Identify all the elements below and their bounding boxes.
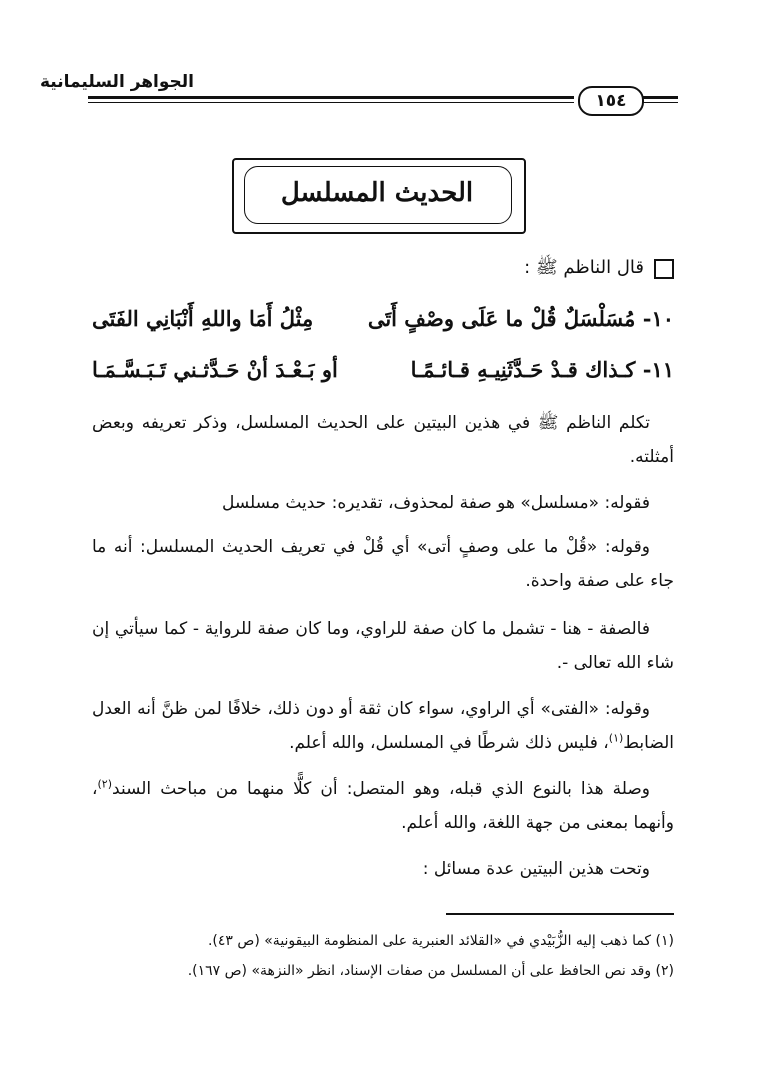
paragraph-text: ، فليس ذلك شرطًا في المسلسل، والله أعلم. [289, 733, 609, 753]
paragraph-text: وصلة هذا بالنوع الذي قبله، وهو المتصل: أن كلًّا منهما من مباحث السند [112, 779, 650, 799]
paragraph [92, 852, 674, 886]
paragraph [92, 486, 674, 520]
paragraph [92, 692, 674, 760]
verse-first-hemistich: ١٠- مُسَلْسَلٌ قُلْ ما عَلَى وصْفٍ أَتَى [367, 306, 674, 331]
paragraph-text: تكلم الناظم ﷺ في هذين البيتين على الحديث المسلسل، وذكر تعريفه وبعض أمثلته. [92, 413, 674, 467]
footnote: (٢) وقد نص الحافظ على أن المسلسل من صفات الإسناد، انظر «النزهة» (ص ١٦٧). [187, 963, 674, 979]
footnote-separator [446, 913, 674, 915]
verse-second-hemistich: أو بَـعْـدَ أنْ حَـدَّثـني تَـبَـسَّـمَـا [92, 357, 338, 382]
paragraph [92, 530, 674, 598]
paragraph-text: فقوله: «مسلسل» هو صفة لمحذوف، تقديره: حديث مسلسل [221, 493, 650, 513]
chapter-title: الحديث المسلسل [280, 178, 474, 208]
paragraph-text: فالصفة - هنا - تشمل ما كان صفة للراوي، وما كان صفة للرواية - كما سيأتي إن شاء الله تعالى -. [92, 619, 674, 673]
intro-line [524, 256, 674, 282]
header-rule-left-thin [642, 102, 678, 103]
header-rule-left [642, 96, 678, 99]
header-rule [88, 96, 574, 99]
paragraph-text: ، وأنهما بمعنى من جهة اللغة، والله أعلم. [92, 779, 674, 833]
header-rule-thin [88, 102, 574, 103]
footnote: (١) كما ذهب إليه الزُّبَيْدي في «القلائد العنبرية على المنظومة البيقونية» (ص ٤٣). [207, 933, 674, 949]
footnote-marker: (٢) [97, 777, 113, 791]
square-bullet-icon [654, 259, 674, 279]
paragraph [92, 772, 674, 840]
verse-first-hemistich: ١١- كـذاك قـدْ حَـدَّثَنِيـهِ قـائـمًـا [410, 357, 674, 382]
paragraph-text: وتحت هذين البيتين عدة مسائل : [422, 859, 650, 879]
verse-second-hemistich: مِثْلُ أَمَا واللهِ أَنْبَانِي الفَتَى [92, 306, 314, 331]
paragraph [92, 406, 674, 474]
paragraph-text: وقوله: «قُلْ ما على وصفٍ أتى» أي قُلْ في تعريف الحديث المسلسل: أنه ما جاء على صفة واحدة. [92, 537, 674, 591]
intro-text: قال الناظم ﷺ : [524, 257, 644, 278]
verse-line [92, 357, 674, 382]
page-number: ١٥٤ [578, 86, 644, 116]
footnote-marker: (١) [608, 731, 624, 745]
running-title: الجواهر السليمانية [39, 72, 194, 92]
verse-line [92, 306, 674, 331]
paragraph-text: وقوله: «الفتى» أي الراوي، سواء كان ثقة أو دون ذلك، خلافًا لمن ظنَّ أنه العدل الضابط [92, 699, 674, 753]
paragraph [92, 612, 674, 680]
